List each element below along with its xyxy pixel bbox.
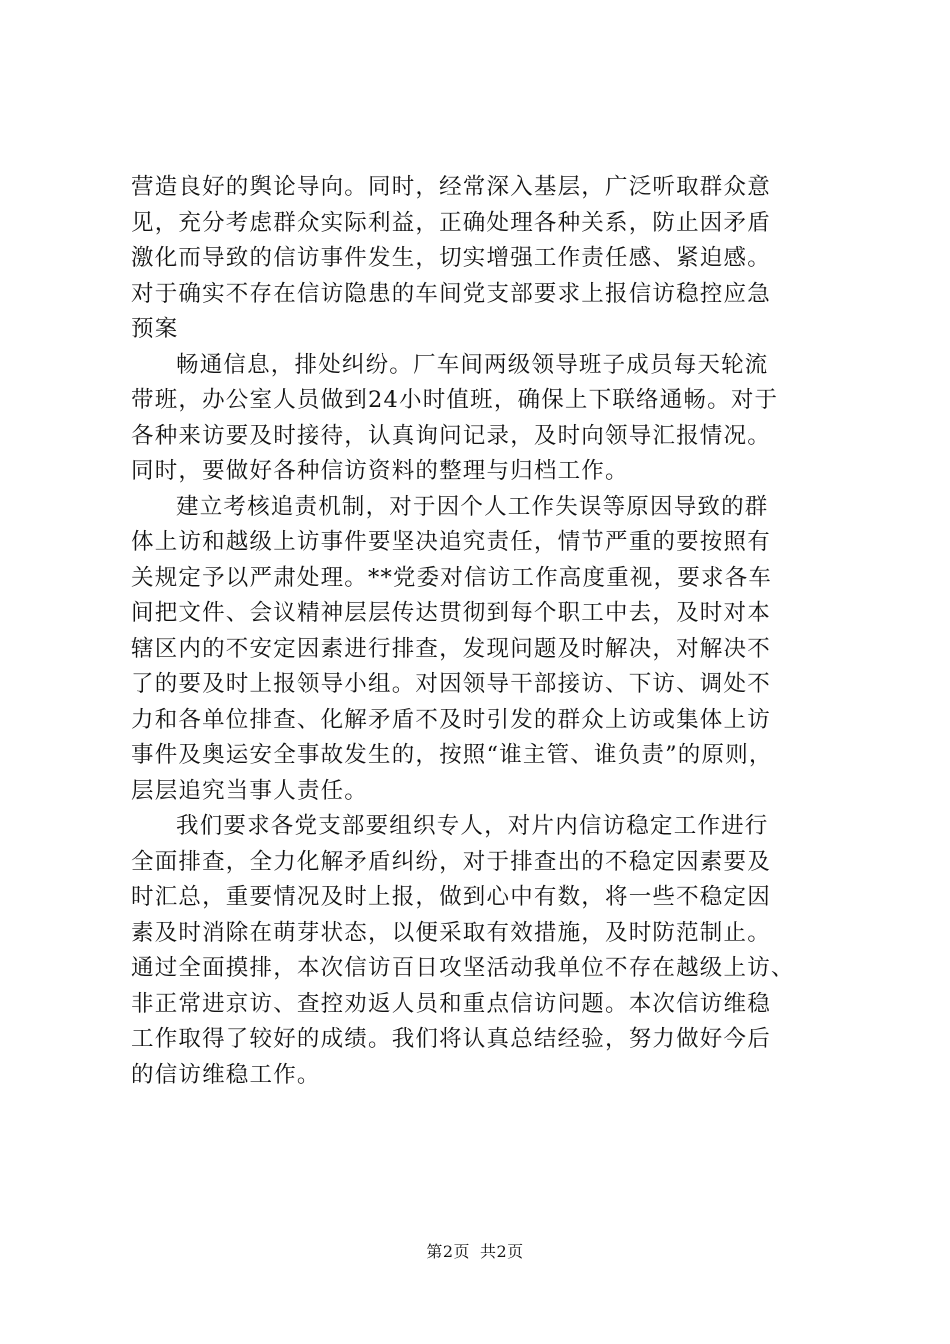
text-line: 体上访和越级上访事件要坚决追究责任，情节严重的要按照有 (131, 529, 771, 555)
text-line: 激化而导致的信访事件发生，切实增强工作责任感、紧迫感。 (131, 245, 771, 271)
text-line: 预案 (131, 316, 179, 342)
text-line: 层层追究当事人责任。 (131, 777, 369, 804)
text-line: 素及时消除在萌芽状态，以便采取有效措施，及时防范制止。 (131, 919, 771, 946)
paragraph-1 (131, 170, 831, 348)
text-line: 工作取得了较好的成绩。我们将认真总结经验，努力做好今后 (131, 1026, 771, 1052)
text-line: 我们要求各党支部要组织专人，对片内信访稳定工作进行 (176, 813, 769, 839)
text-line: 力和各单位排查、化解矛盾不及时引发的群众上访或集体上访 (131, 706, 771, 733)
text-line: 全面排查，全力化解矛盾纠纷，对于排查出的不稳定因素要及 (131, 848, 771, 875)
text-line: 各种来访要及时接待，认真询问记录，及时向领导汇报情况。 (131, 422, 771, 449)
paragraph-3 (131, 490, 831, 810)
text-line: 事件及奥运安全事故发生的，按照“谁主管、谁负责”的原则， (131, 742, 773, 768)
text-line: 非正常进京访、查控劝返人员和重点信访问题。本次信访维稳 (131, 990, 771, 1017)
text-line: 建立考核追责机制，对于因个人工作失误等原因导致的群 (176, 493, 769, 520)
text-line: 畅通信息，排处纠纷。厂车间两级领导班子成员每天轮流 (176, 351, 769, 378)
text-line: 的信访维稳工作。 (131, 1061, 321, 1088)
page-total: 共2页 (480, 1242, 524, 1261)
document-body (131, 170, 831, 1093)
paragraph-4 (131, 809, 831, 1093)
text-line: 关规定予以严肃处理。**党委对信访工作高度重视，要求各车 (131, 564, 773, 591)
paragraph-2 (131, 348, 831, 490)
page-number: 第2页 (426, 1242, 470, 1261)
text-line: 时汇总，重要情况及时上报，做到心中有数，将一些不稳定因 (131, 884, 771, 910)
text-line: 对于确实不存在信访隐患的车间党支部要求上报信访稳控应急 (131, 280, 771, 307)
text-line: 辖区内的不安定因素进行排查，发现问题及时解决，对解决不 (131, 635, 771, 662)
text-line: 带班，办公室人员做到24小时值班，确保上下联络通畅。对于 (131, 387, 779, 413)
text-line: 通过全面摸排，本次信访百日攻坚活动我单位不存在越级上访、 (131, 955, 795, 981)
page-footer (0, 1242, 950, 1262)
text-line: 见，充分考虑群众实际利益，正确处理各种关系，防止因矛盾 (131, 209, 771, 236)
text-line: 营造良好的舆论导向。同时，经常深入基层，广泛听取群众意 (131, 174, 771, 200)
text-line: 了的要及时上报领导小组。对因领导干部接访、下访、调处不 (131, 671, 771, 697)
text-line: 同时，要做好各种信访资料的整理与归档工作。 (131, 458, 629, 484)
text-line: 间把文件、会议精神层层传达贯彻到每个职工中去，及时对本 (131, 600, 771, 626)
